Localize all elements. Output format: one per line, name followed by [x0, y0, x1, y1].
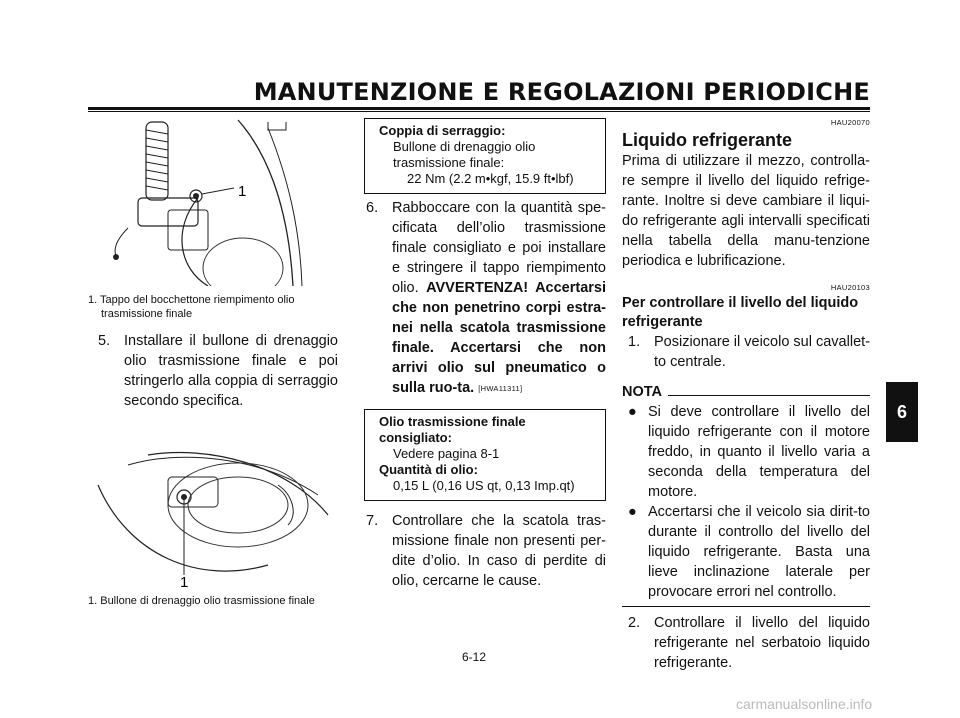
- oil-qty-value: 0,15 L (0,16 US qt, 0,13 Imp.qt): [393, 478, 575, 493]
- watermark: carmanualsonline.info: [736, 696, 873, 712]
- photo-drain-bolt: [88, 425, 338, 587]
- step5-text: Installare il bullone di drenaggio olio trasmissione finale e poi stringerlo alla coppia di serraggio secondo specifica.: [124, 333, 338, 409]
- column-left: [88, 118, 338, 608]
- bullet-dot-icon: ●: [628, 404, 637, 420]
- step7-text: Controllare che la scatola tras-missione finale non presenti per-dite d’olio. In caso di perdite di olio, cercarne le cause.: [392, 513, 606, 589]
- oil-qty-title: Quantità di olio:: [379, 462, 478, 477]
- torque-title: Coppia di serraggio:: [379, 123, 506, 138]
- caption-oil-filler-cap: [88, 293, 338, 321]
- header-rule-thick: [88, 107, 870, 110]
- photo-oil-filler-cap: [88, 118, 338, 286]
- photo2-callout: 1: [180, 574, 189, 587]
- page-number: 6-12: [462, 650, 487, 664]
- step-2: [622, 613, 870, 673]
- step7-number: 7.: [366, 513, 379, 529]
- bullet-dot-icon: ●: [628, 504, 637, 520]
- oil-ref: Vedere pagina 8-1: [393, 446, 500, 461]
- torque-line1: Bullone di drenaggio olio: [393, 139, 536, 154]
- section-title: Liquido refrigerante: [622, 130, 793, 150]
- nota-bullet-1: [622, 402, 870, 502]
- step2-text: Controllare il livello del liquido refrigerante nel serbatoio liquido refrigerante.: [654, 615, 870, 671]
- step-1: [622, 332, 870, 372]
- step1-number: 1.: [628, 334, 641, 350]
- nota-label: NOTA: [622, 384, 663, 400]
- step6-number: 6.: [366, 200, 379, 216]
- torque-spec-box: [364, 118, 606, 194]
- caption-drain-bolt: 1. Bullone di drenaggio olio trasmissione finale: [88, 595, 315, 607]
- step-7: [356, 511, 606, 591]
- step5-number: 5.: [98, 333, 111, 349]
- bullet1-text: Si deve controllare il livello del liquido refrigerante con il motore freddo, in quanto il livello varia a seconda della temperatura del motore.: [648, 404, 870, 500]
- nota-rule: [668, 395, 870, 396]
- chapter-tab: 6: [886, 382, 918, 442]
- step-6: [356, 198, 606, 399]
- caption1-line1: 1. Tappo del bocchettone riempimento olio: [88, 294, 295, 306]
- column-middle: [356, 118, 606, 591]
- section-intro: Prima di utilizzare il mezzo, controlla-re sempre il livello del liquido refrige-rante. Inoltre si deve cambiare il liqui-do refrigerante agli intervalli specificati nella tabella della manu-tenzione periodica e lubrificazione.: [622, 153, 870, 269]
- oil-title1: Olio trasmissione finale: [379, 414, 526, 429]
- step1-text: Posizionare il veicolo sul cavallet-to centrale.: [654, 334, 870, 370]
- step6-warning: AVVERTENZA! Accertarsi che non penetrino corpi estra-nei nella scatola trasmissione finale. Accertarsi che non arrivi olio sul pneumatico o sulla ruo-ta.: [392, 280, 607, 396]
- step6-code: [HWA11311]: [478, 384, 523, 393]
- step2-number: 2.: [628, 615, 641, 631]
- step-5: [88, 331, 338, 411]
- photo1-callout: 1: [238, 183, 247, 200]
- torque-value: 22 Nm (2.2 m•kgf, 15.9 ft•lbf): [407, 171, 574, 186]
- bullet2-text: Accertarsi che il veicolo sia dirit-to durante il controllo del livello del liquido refrigerante. Basta una lieve inclinazione laterale per provocare errori nel controllo.: [648, 504, 870, 600]
- nota-bullet-2: [622, 502, 870, 602]
- nota-end-rule: [622, 606, 870, 607]
- step6-text: Rabboccare con la quantità spe-cificata dell’olio trasmissione finale consigliato e poi installare e stringere il tappo riempimento olio.: [392, 200, 606, 296]
- caption1-line2: trasmissione finale: [101, 308, 193, 320]
- step6-body: [366, 198, 606, 399]
- oil-spec-box: [364, 409, 606, 501]
- subsection-title: Per controllare il livello del liquido refrigerante: [622, 295, 859, 330]
- torque-line2: trasmissione finale:: [393, 155, 505, 170]
- ref-code-1: HAU20070: [830, 118, 870, 127]
- nota-header: [622, 382, 870, 402]
- ref-code-2: HAU20103: [830, 283, 870, 292]
- page-header-title: MANUTENZIONE E REGOLAZIONI PERIODICHE: [253, 78, 870, 106]
- oil-title2: consigliato:: [379, 430, 452, 445]
- column-right: [622, 118, 870, 673]
- header-rule-thin: [88, 111, 870, 112]
